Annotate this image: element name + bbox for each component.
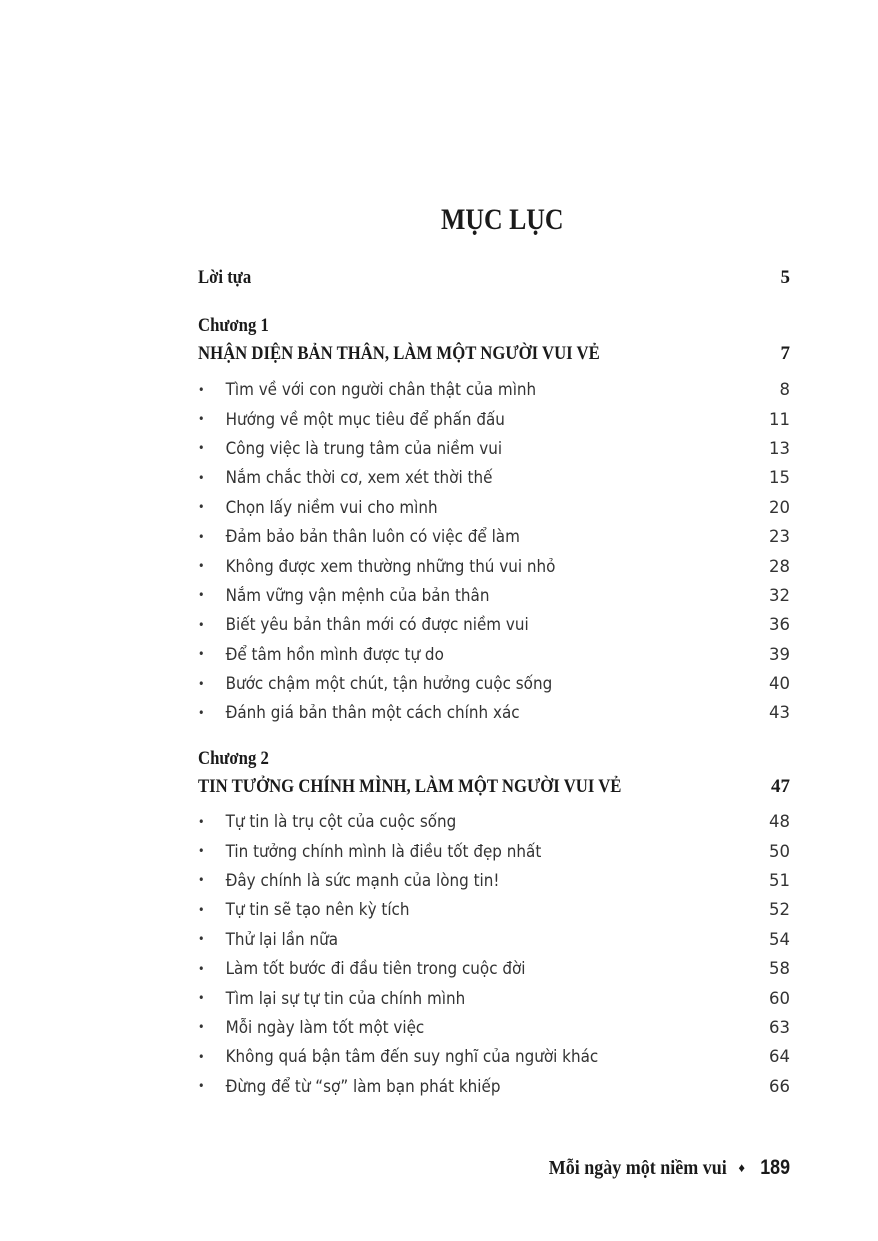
bullet-icon: • [198, 844, 205, 859]
bullet-icon: • [198, 676, 205, 691]
toc-entry-text: Để tâm hồn mình được tự do [225, 644, 444, 664]
toc-entry-text: Mỗi ngày làm tốt một việc [225, 1017, 425, 1037]
bullet-icon: • [198, 441, 205, 456]
toc-entry-text: Đảm bảo bản thân luôn có việc để làm [225, 527, 520, 547]
toc-entry-text: Không được xem thường những thú vui nhỏ [225, 556, 556, 576]
chapter-1-title-row [198, 341, 790, 367]
toc-entry-text: Công việc là trung tâm của niềm vui [225, 438, 503, 458]
bullet-icon: • [198, 647, 205, 662]
diamond-icon: ♦ [738, 1160, 745, 1175]
toc-entry-text: Đánh giá bản thân một cách chính xác [225, 703, 520, 723]
bullet-icon: • [198, 382, 205, 397]
toc-entry-left [198, 468, 492, 487]
bullet-icon: • [198, 991, 205, 1006]
toc-entry [198, 866, 790, 895]
toc-entry-text: Tìm lại sự tự tin của chính mình [225, 988, 466, 1008]
toc-entry [198, 434, 790, 463]
toc-entry-left [198, 645, 444, 664]
toc-entry-page: 15 [769, 468, 790, 488]
toc-entry [198, 463, 790, 492]
bullet-icon: • [198, 705, 205, 720]
toc-entry-page: 63 [769, 1017, 790, 1037]
toc-entry-text: Tìm về với con người chân thật của mình [225, 380, 537, 400]
toc-entry [198, 1042, 790, 1071]
page-title: MỤC LỤC [441, 203, 564, 236]
toc-entry-text: Hướng về một mục tiêu để phấn đấu [225, 409, 505, 429]
preface-page: 5 [780, 267, 790, 288]
bullet-icon: • [198, 588, 205, 603]
toc-entry [198, 807, 790, 836]
toc-entry-left [198, 557, 555, 576]
toc-entry [198, 404, 790, 433]
toc-entry-page: 51 [769, 870, 790, 890]
toc-entry-left [198, 930, 338, 949]
toc-entry-page: 40 [769, 674, 790, 694]
toc-entry-left [198, 380, 536, 399]
toc-entry-page: 39 [769, 644, 790, 664]
toc-entry-text: Tự tin là trụ cột của cuộc sống [225, 812, 457, 832]
chapter-2-title-row [198, 774, 790, 800]
bullet-icon: • [198, 873, 205, 888]
toc-entry-left [198, 703, 520, 722]
toc-entry-left [198, 900, 410, 919]
toc-entry [198, 493, 790, 522]
toc-entry-page: 54 [769, 929, 790, 949]
toc-entry-page: 13 [769, 438, 790, 458]
toc-entry-text: Bước chậm một chút, tận hưởng cuộc sống [225, 674, 553, 694]
bullet-icon: • [198, 617, 205, 632]
chapter-2-items [198, 807, 790, 1101]
toc-entry [198, 1072, 790, 1101]
toc-entry-page: 43 [769, 703, 790, 723]
toc-entry-left [198, 527, 520, 546]
toc-entry-left [198, 1077, 500, 1096]
toc-entry-page: 48 [769, 812, 790, 832]
footer-page-number: 189 [760, 1156, 790, 1179]
toc-entry [198, 610, 790, 639]
toc-entry-page: 8 [779, 380, 790, 400]
toc-entry-text: Thử lại lần nữa [225, 929, 339, 949]
toc-entry-text: Nắm chắc thời cơ, xem xét thời thế [225, 468, 493, 488]
toc-entry [198, 836, 790, 865]
chapter-2-title: TIN TƯỞNG CHÍNH MÌNH, LÀM MỘT NGƯỜI VUI VẺ [198, 776, 622, 797]
toc-entry-left [198, 1018, 424, 1037]
toc-entry [198, 698, 790, 727]
toc-entry-left [198, 410, 505, 429]
preface-row [198, 265, 790, 291]
toc-entry-left [198, 812, 456, 831]
toc-entry-left [198, 959, 526, 978]
toc-entry-page: 66 [769, 1076, 790, 1096]
toc-entry-left [198, 871, 499, 890]
toc-entry-left [198, 586, 489, 605]
bullet-icon: • [198, 1020, 205, 1035]
bullet-icon: • [198, 559, 205, 574]
toc-entry [198, 522, 790, 551]
chapter-1-items [198, 375, 790, 728]
toc-entry-left [198, 842, 541, 861]
toc-entry-left [198, 1047, 598, 1066]
toc-entry-page: 32 [769, 585, 790, 605]
toc-entry-page: 36 [769, 615, 790, 635]
toc-entry-text: Biết yêu bản thân mới có được niềm vui [225, 615, 529, 635]
toc-entry-text: Tự tin sẽ tạo nên kỳ tích [225, 900, 410, 920]
toc-entry [198, 669, 790, 698]
bullet-icon: • [198, 500, 205, 515]
bullet-icon: • [198, 1049, 205, 1064]
toc-entry [198, 925, 790, 954]
toc-entry [198, 640, 790, 669]
bullet-icon: • [198, 961, 205, 976]
toc-entry-page: 11 [769, 409, 790, 429]
toc-entry-page: 60 [769, 988, 790, 1008]
bullet-icon: • [198, 1079, 205, 1094]
bullet-icon: • [198, 814, 205, 829]
chapter-1-page: 7 [780, 343, 790, 364]
toc-entry-page: 23 [769, 527, 790, 547]
toc-entry-page: 64 [769, 1047, 790, 1067]
bullet-icon: • [198, 902, 205, 917]
toc-entry-text: Nắm vững vận mệnh của bản thân [225, 585, 490, 605]
toc-entry [198, 551, 790, 580]
chapter-2-page: 47 [771, 776, 790, 797]
toc-entry-page: 28 [769, 556, 790, 576]
toc-entry [198, 983, 790, 1012]
bullet-icon: • [198, 470, 205, 485]
footer-book-title: Mỗi ngày một niềm vui [548, 1157, 727, 1179]
page-footer [529, 1153, 790, 1183]
toc-entry-left [198, 498, 438, 517]
toc-entry-page: 50 [769, 841, 790, 861]
toc-entry-text: Làm tốt bước đi đầu tiên trong cuộc đời [225, 959, 526, 979]
bullet-icon: • [198, 932, 205, 947]
bullet-icon: • [198, 529, 205, 544]
chapter-2-label: Chương 2 [198, 748, 269, 769]
toc-entry-left [198, 615, 529, 634]
toc-entry [198, 581, 790, 610]
toc-entry-text: Đây chính là sức mạnh của lòng tin! [225, 870, 500, 890]
toc-entry-left [198, 989, 465, 1008]
toc-entry-page: 58 [769, 959, 790, 979]
toc-entry [198, 1013, 790, 1042]
toc-entry [198, 895, 790, 924]
toc-entry-left [198, 439, 502, 458]
toc-entry-text: Chọn lấy niềm vui cho mình [225, 497, 438, 517]
toc-entry-text: Đừng để từ “sợ” làm bạn phát khiếp [225, 1076, 501, 1096]
chapter-1-label: Chương 1 [198, 315, 269, 336]
toc-entry-left [198, 674, 552, 693]
toc-entry-text: Tin tưởng chính mình là điều tốt đẹp nhất [225, 841, 542, 861]
preface-label: Lời tựa [198, 267, 252, 288]
toc-entry-page: 20 [769, 497, 790, 517]
toc-entry [198, 375, 790, 404]
bullet-icon: • [198, 412, 205, 427]
toc-entry-text: Không quá bận tâm đến suy nghĩ của người khác [225, 1047, 599, 1067]
toc-entry-page: 52 [769, 900, 790, 920]
chapter-1-title: NHẬN DIỆN BẢN THÂN, LÀM MỘT NGƯỜI VUI VẺ [198, 343, 600, 364]
toc-entry [198, 954, 790, 983]
